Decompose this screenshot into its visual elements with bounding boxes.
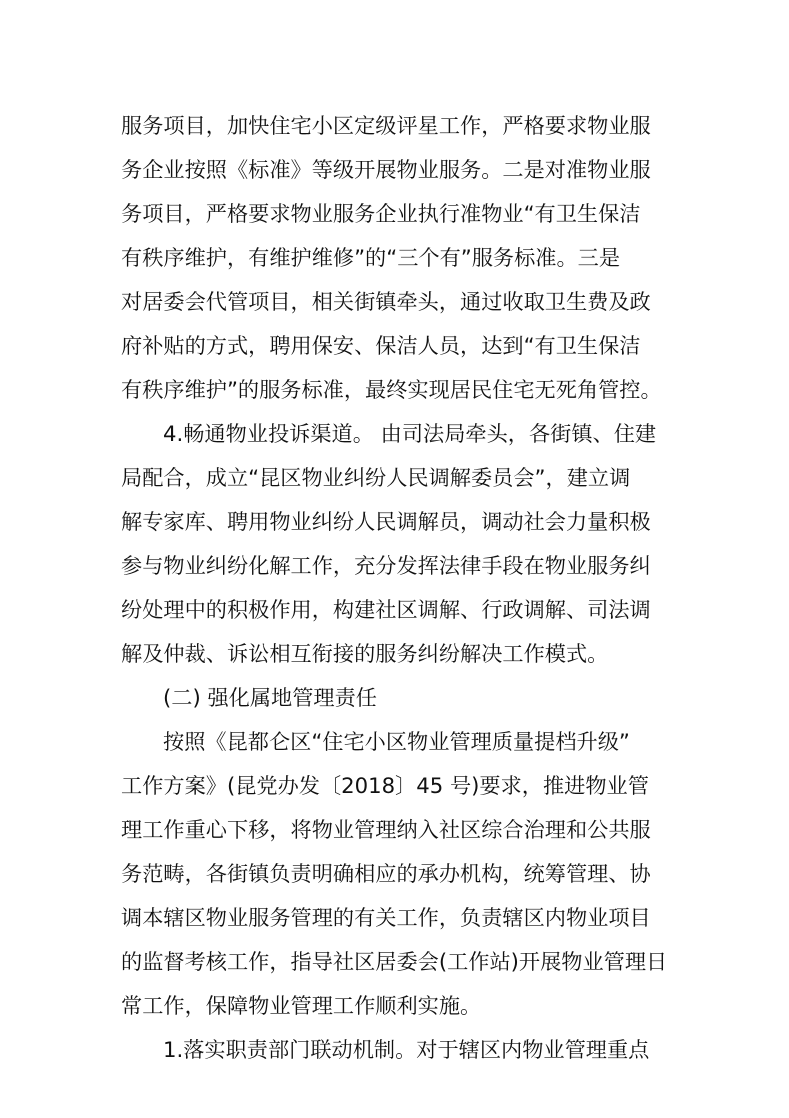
text-line: 务企业按照《标准》等级开展物业服务。二是对准物业服 bbox=[121, 157, 651, 182]
text-line: 解专家库、聘用物业纠纷人民调解员，调动社会力量积极 bbox=[121, 509, 651, 534]
text-line: 务项目，严格要求物业服务企业执行准物业“有卫生保洁 bbox=[121, 201, 641, 226]
text-line: 有秩序维护”的服务标准，最终实现居民住宅无死角管控。 bbox=[121, 377, 662, 402]
section-heading: (二) 强化属地管理责任 bbox=[163, 685, 377, 710]
text-line: 务范畴，各街镇负责明确相应的承办机构，统筹管理、协 bbox=[121, 861, 651, 886]
text-line: 局配合，成立“昆区物业纠纷人民调解委员会”，建立调 bbox=[121, 465, 631, 490]
text-line: 调本辖区物业服务管理的有关工作，负责辖区内物业项目 bbox=[121, 905, 651, 930]
text-line: 纷处理中的积极作用，构建社区调解、行政调解、司法调 bbox=[121, 597, 651, 622]
text-line: 对居委会代管项目，相关街镇牵头，通过收取卫生费及政 bbox=[121, 289, 651, 314]
section-heading-line: 1.落实职责部门联动机制。对于辖区内物业管理重点 bbox=[163, 1037, 650, 1062]
text-line: 按照《昆都仑区“住宅小区物业管理质量提档升级” bbox=[163, 729, 630, 754]
text-line: 常工作，保障物业管理工作顺利实施。 bbox=[121, 993, 482, 1018]
section-heading-line: 4.畅通物业投诉渠道。 由司法局牵头，各街镇、住建 bbox=[163, 421, 657, 446]
text-line: 参与物业纠纷化解工作，充分发挥法律手段在物业服务纠 bbox=[121, 553, 651, 578]
text-line: 工作方案》(昆党办发〔2018〕45 号)要求，推进物业管 bbox=[121, 773, 649, 798]
text-line: 理工作重心下移，将物业管理纳入社区综合治理和公共服 bbox=[121, 817, 651, 842]
text-line: 服务项目，加快住宅小区定级评星工作，严格要求物业服 bbox=[121, 113, 651, 138]
text-line: 有秩序维护，有维护维修”的“三个有”服务标准。三是 bbox=[121, 245, 621, 270]
text-line: 的监督考核工作，指导社区居委会(工作站)开展物业管理日 bbox=[121, 949, 668, 974]
text-line: 解及仲裁、诉讼相互衔接的服务纠纷解决工作模式。 bbox=[121, 641, 609, 666]
text-line: 府补贴的方式，聘用保安、保洁人员，达到“有卫生保洁 bbox=[121, 333, 641, 358]
